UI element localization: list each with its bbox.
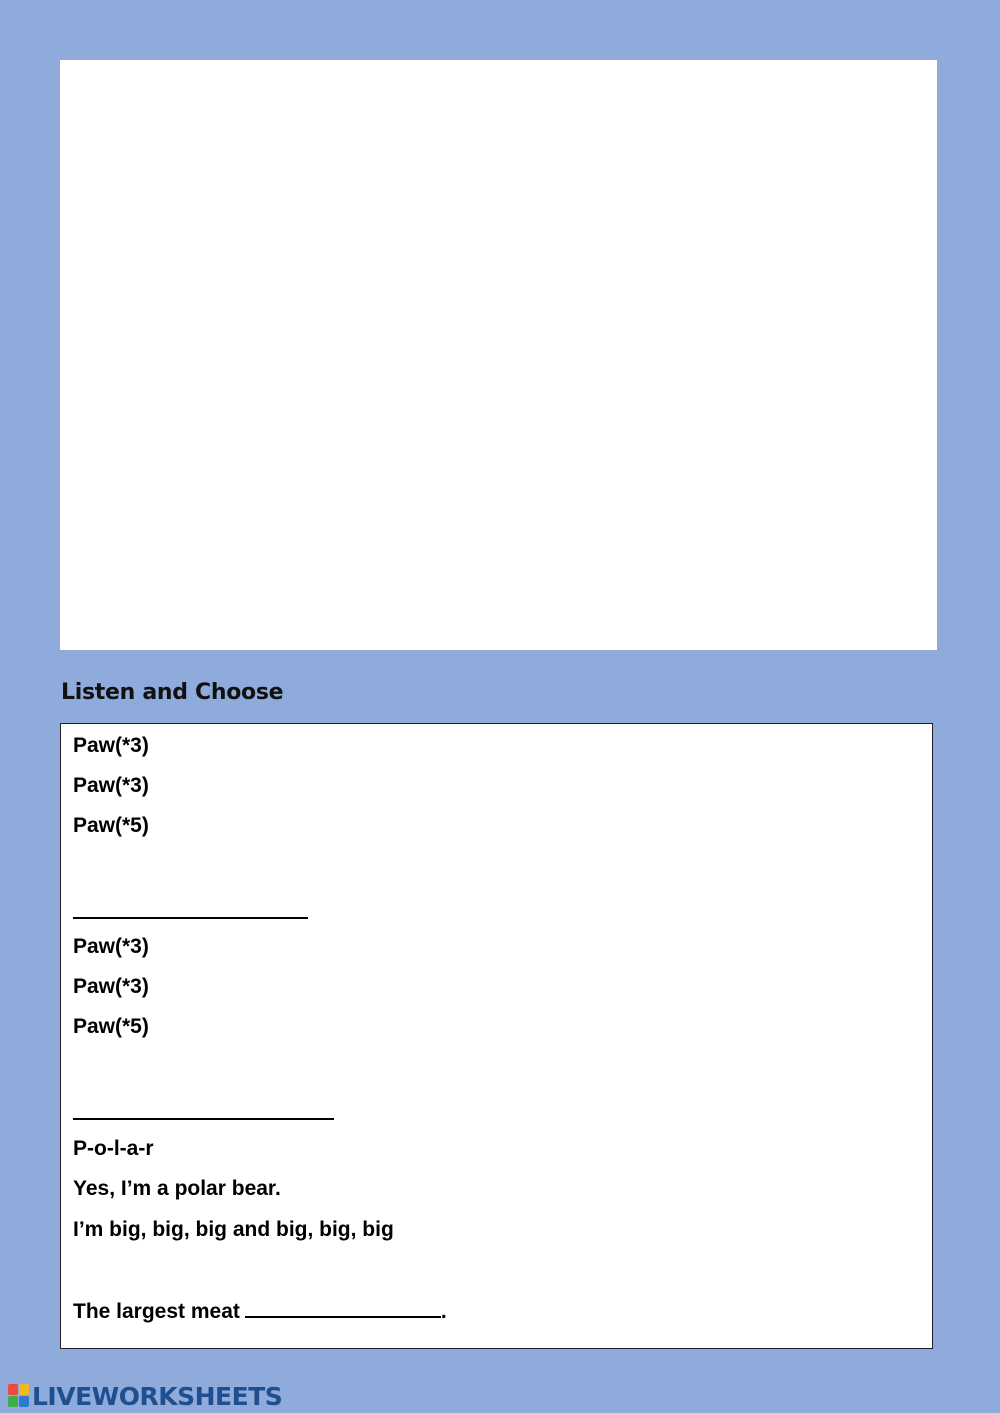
lyric-line: Paw(*3): [73, 935, 149, 958]
lyric-line: Yes, I’m a polar bear.: [73, 1177, 281, 1200]
lyric-line: Paw(*3): [73, 734, 149, 757]
liveworksheets-logo-icon: [8, 1384, 30, 1408]
lyric-line-last: [73, 1298, 447, 1324]
answer-blank-2[interactable]: [73, 1118, 334, 1120]
brand-name: LIVEWORKSHEETS: [32, 1381, 283, 1411]
lyric-line: P-o-l-a-r: [73, 1137, 154, 1160]
answer-blank-3[interactable]: [245, 1298, 441, 1318]
last-line-suffix: .: [440, 1300, 447, 1323]
lyric-line: I’m big, big, big and big, big, big: [73, 1218, 394, 1241]
lyric-line: Paw(*3): [73, 774, 149, 797]
lyric-line: Paw(*5): [73, 1015, 149, 1038]
answer-blank-1[interactable]: [73, 917, 308, 919]
last-line-prefix: The largest meat: [73, 1300, 240, 1323]
lyric-line: Paw(*3): [73, 975, 149, 998]
media-area: [60, 60, 937, 650]
lyric-line: Paw(*5): [73, 814, 149, 837]
liveworksheets-logo: [8, 1383, 282, 1409]
section-title: Listen and Choose: [61, 680, 284, 705]
lyrics-box: [60, 723, 933, 1349]
